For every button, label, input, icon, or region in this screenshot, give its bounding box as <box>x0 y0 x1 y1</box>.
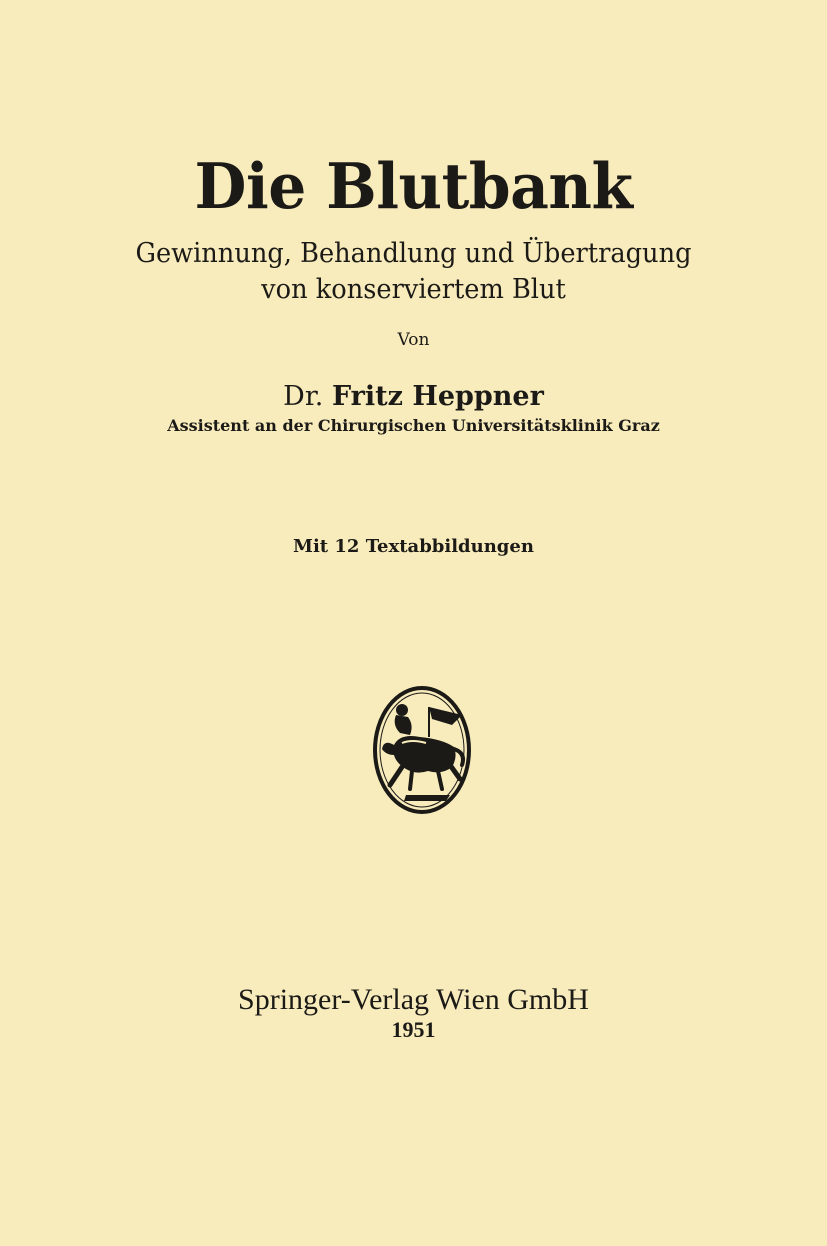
publisher-name: Springer-Verlag Wien GmbH <box>238 983 589 1016</box>
springer-knight-logo-icon <box>372 685 472 815</box>
by-label: Von <box>397 330 430 350</box>
book-title: Die Blutbank <box>194 149 633 223</box>
publication-year: 1951 <box>391 1017 436 1042</box>
illustrations-note: Mit 12 Textabbildungen <box>293 536 534 557</box>
author <box>0 380 827 414</box>
author-name: Fritz Heppner <box>331 381 544 412</box>
author-affiliation: Assistent an der Chirurgischen Universitätsklinik Graz <box>167 416 660 435</box>
author-prefix: Dr. <box>283 381 324 412</box>
book-subtitle-line-2: von konserviertem Blut <box>261 274 566 305</box>
book-subtitle-line-1: Gewinnung, Behandlung und Übertragung <box>135 238 692 269</box>
